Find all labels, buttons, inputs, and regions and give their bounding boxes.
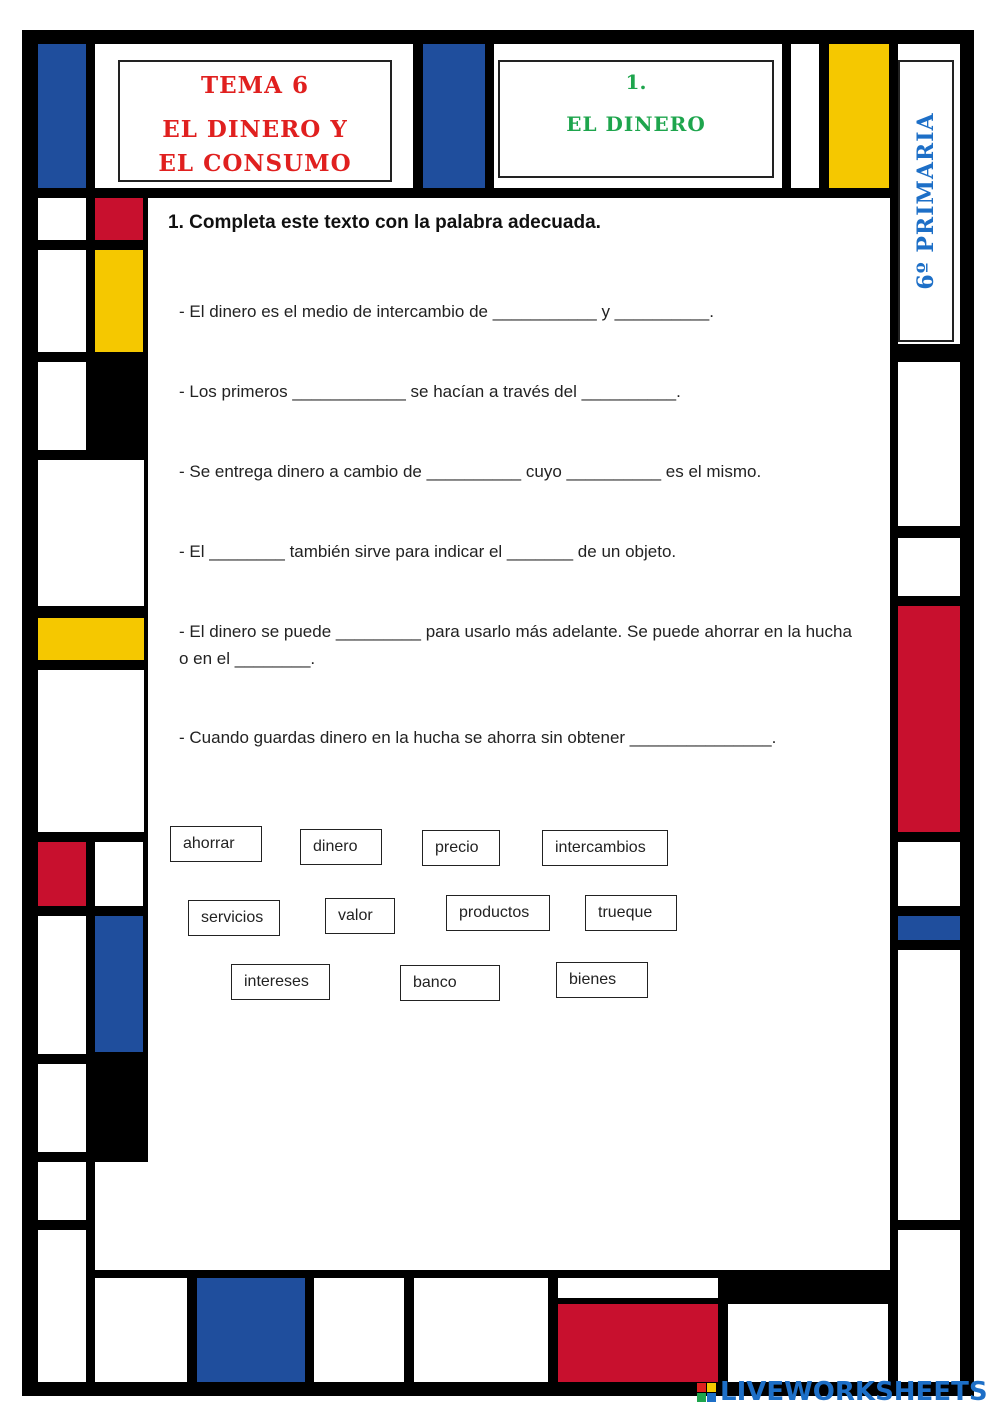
frame-block-white (898, 362, 960, 526)
logo-square-blue (707, 1393, 716, 1402)
frame-block-red (95, 198, 143, 240)
logo-square-yellow (707, 1383, 716, 1392)
frame-block-white (38, 1064, 86, 1152)
unit-title-line2: EL CONSUMO (158, 150, 352, 177)
exercise-title: 1. Completa este texto con la palabra adecuada. (168, 212, 601, 233)
frame-block-white (95, 842, 143, 906)
frame-block-white (38, 670, 144, 832)
frame-block-blue (38, 44, 86, 188)
frame-block-red (38, 842, 86, 906)
logo-grid-icon (697, 1383, 716, 1402)
sentence-4: - El ________ también sirve para indicar el _______ de un objeto. (179, 542, 677, 561)
frame-block-white (898, 538, 960, 596)
frame-block-red (898, 606, 960, 832)
frame-block-blue (898, 916, 960, 940)
word-card-productos[interactable]: productos (446, 895, 550, 931)
unit-title (120, 113, 390, 181)
frame-block-white (791, 44, 819, 188)
word-card-ahorrar[interactable]: ahorrar (170, 826, 262, 862)
frame-block-blue (95, 916, 143, 1052)
frame-block-white (414, 1278, 548, 1382)
frame-block-white (38, 250, 86, 352)
word-card-precio[interactable]: precio (422, 830, 500, 866)
unit-title-box (118, 60, 392, 182)
section-number: 1. (625, 70, 647, 94)
frame-block-white (558, 1278, 718, 1298)
word-card-servicios[interactable]: servicios (188, 900, 280, 936)
sentence-2: - Los primeros ____________ se hacían a través del __________. (179, 382, 681, 401)
frame-block-white (728, 1304, 888, 1382)
brand-name: LIVEWORKSHEETS (720, 1377, 988, 1407)
frame-block-white (38, 460, 144, 606)
logo-square-red (697, 1383, 706, 1392)
frame-block-white (38, 362, 86, 450)
frame-block-red (558, 1304, 718, 1382)
frame-block-white (898, 1230, 960, 1382)
frame-block-white (898, 842, 960, 906)
grade-box (898, 60, 954, 342)
word-card-intereses[interactable]: intereses (231, 964, 330, 1000)
frame-block-white (38, 1162, 86, 1220)
frame-block-blue (423, 44, 485, 188)
sentence-3: - Se entrega dinero a cambio de __________ cuyo __________ es el mismo. (179, 462, 762, 481)
sentence-5: - El dinero se puede _________ para usarlo más adelante. Se puede ahorrar en la hucha o en el ________. (179, 622, 852, 668)
word-card-bienes[interactable]: bienes (556, 962, 648, 998)
grade-label: 6º PRIMARIA (913, 112, 939, 290)
logo-square-green (697, 1393, 706, 1402)
worksheet-content (148, 198, 890, 1270)
sentence-1: - El dinero es el medio de intercambio de ___________ y __________. (179, 302, 714, 321)
word-card-banco[interactable]: banco (400, 965, 500, 1001)
section-title: EL DINERO (566, 112, 706, 136)
word-card-trueque[interactable]: trueque (585, 895, 677, 931)
frame-block-white (38, 198, 86, 240)
frame-block-white (95, 1162, 149, 1270)
frame-block-yellow (829, 44, 889, 188)
frame-block-white (38, 916, 86, 1054)
unit-title-line1: EL DINERO Y (162, 116, 348, 143)
word-card-intercambios[interactable]: intercambios (542, 830, 668, 866)
frame-block-yellow (95, 250, 143, 352)
frame-block-blue (197, 1278, 305, 1382)
unit-number: TEMA 6 (201, 72, 309, 99)
frame-block-white (898, 950, 960, 1220)
liveworksheets-logo (697, 1376, 988, 1408)
word-card-dinero[interactable]: dinero (300, 829, 382, 865)
frame-block-yellow (38, 618, 144, 660)
frame-block-white (95, 1278, 187, 1382)
frame-block-white (38, 1230, 86, 1382)
sentence-6: - Cuando guardas dinero en la hucha se ahorra sin obtener _______________. (179, 728, 777, 747)
frame-block-white (314, 1278, 404, 1382)
word-card-valor[interactable]: valor (325, 898, 395, 934)
section-title-box (498, 60, 774, 178)
